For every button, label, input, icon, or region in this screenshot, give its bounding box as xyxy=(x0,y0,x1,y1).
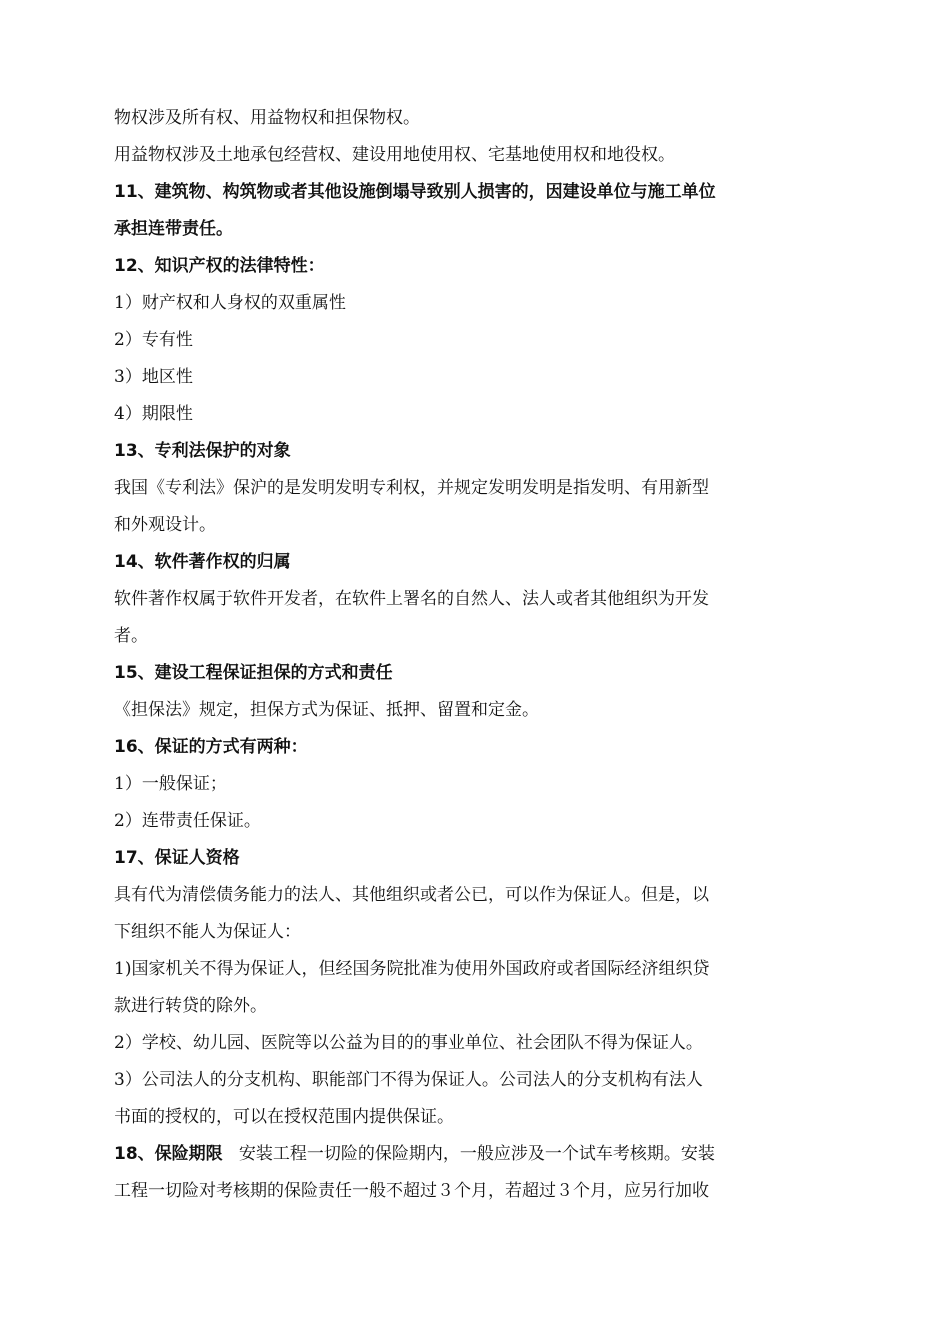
paragraph-line: 《担保法》规定，担保方式为保证、抵押、留置和定金。 xyxy=(114,700,539,720)
paragraph-line: 3）公司法人的分支机构、职能部门不得为保证人。公司法人的分支机构有法人 xyxy=(114,1070,703,1090)
paragraph-line: 用益物权涉及土地承包经营权、建设用地使用权、宅基地使用权和地役权。 xyxy=(114,145,675,165)
paragraph-line: 款进行转贷的除外。 xyxy=(114,996,267,1016)
section-heading-inline: 18、保险期限 xyxy=(114,1144,223,1164)
paragraph-line: 我国《专利法》保沪的是发明发明专利权，并规定发明发明是指发明、有用新型 xyxy=(114,478,709,498)
section-heading: 14、软件著作权的归属 xyxy=(114,552,291,572)
section-heading: 17、保证人资格 xyxy=(114,848,240,868)
section-heading: 13、专利法保护的对象 xyxy=(114,441,291,461)
paragraph-line: 1)国家机关不得为保证人，但经国务院批准为使用外国政府或者国际经济组织贷 xyxy=(114,959,710,979)
paragraph-line: 3）地区性 xyxy=(114,367,193,387)
section-heading: 承担连带责任。 xyxy=(114,219,233,239)
section-heading: 15、建设工程保证担保的方式和责任 xyxy=(114,663,393,683)
paragraph-line: 者。 xyxy=(114,626,148,646)
paragraph-line: 2）专有性 xyxy=(114,330,193,350)
paragraph-line: 工程一切险对考核期的保险责任一般不超过３个月，若超过３个月，应另行加收 xyxy=(114,1181,709,1201)
paragraph-text: 安装工程一切险的保险期内，一般应涉及一个试车考核期。安装 xyxy=(238,1144,715,1164)
paragraph-line: 物权涉及所有权、用益物权和担保物权。 xyxy=(114,108,420,128)
paragraph-line: 下组织不能人为保证人： xyxy=(114,922,301,942)
paragraph-line: 2）学校、幼儿园、医院等以公益为目的的事业单位、社会团队不得为保证人。 xyxy=(114,1033,703,1053)
paragraph-line: 软件著作权属于软件开发者，在软件上署名的自然人、法人或者其他组织为开发 xyxy=(114,589,709,609)
paragraph-line: 具有代为清偿债务能力的法人、其他组织或者公已，可以作为保证人。但是，以 xyxy=(114,885,709,905)
section-heading: 16、保证的方式有两种： xyxy=(114,737,308,757)
section-heading: 11、建筑物、构筑物或者其他设施倒塌导致别人损害的，因建设单位与施工单位 xyxy=(114,182,716,202)
paragraph-line: 1）一般保证； xyxy=(114,774,227,794)
paragraph-line xyxy=(114,1142,715,1166)
paragraph-line: 书面的授权的，可以在授权范围内提供保证。 xyxy=(114,1107,454,1127)
paragraph-line: 2）连带责任保证。 xyxy=(114,811,261,831)
paragraph-line: 和外观设计。 xyxy=(114,515,216,535)
paragraph-line: 1）财产权和人身权的双重属性 xyxy=(114,293,346,313)
paragraph-line: 4）期限性 xyxy=(114,404,193,424)
section-heading: 12、知识产权的法律特性： xyxy=(114,256,325,276)
